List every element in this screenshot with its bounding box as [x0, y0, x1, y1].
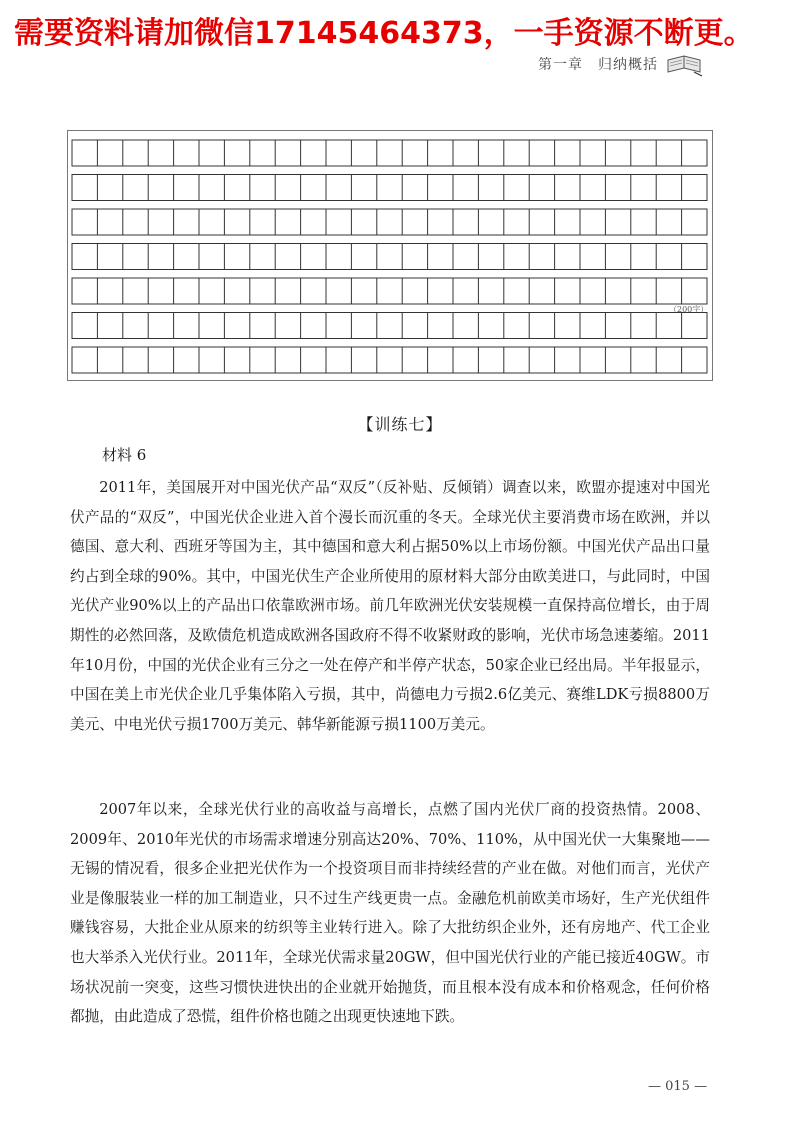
- answer-grid-cells: [68, 131, 712, 380]
- answer-grid: [67, 130, 713, 381]
- section-title: 【训练七】: [357, 415, 443, 434]
- material-label: 材料 6: [102, 446, 147, 464]
- grid-row: [72, 347, 707, 373]
- grid-row: [72, 244, 707, 270]
- word-count-note: （200字）: [669, 305, 709, 314]
- promo-banner: 需要资料请加微信17145464373，一手资源不断更。: [14, 16, 754, 51]
- grid-row: [72, 278, 707, 304]
- open-book-icon: [664, 52, 704, 78]
- grid-row: [72, 209, 707, 235]
- grid-row: [72, 140, 707, 166]
- grid-row: [72, 313, 707, 339]
- material-paragraph-2: 2007年以来，全球光伏行业的高收益与高增长，点燃了国内光伏厂商的投资热情。2008、2009年、2010年光伏的市场需求增速分别高达20%、70%、110%，从中国光伏一大集聚地——无锡的情况看，很多企业把光伏作为一个投资项目而非持续经营的产业在做。对他们而言，光伏产业是像服装业一样的加工制造业，只不过生产线更贵一点。金融危机前欧美市场好，生产光伏组件赚钱容易，大批企业从原来的纺织等主业转行进入。除了大批纺织企业外，还有房地产、代工企业也大举杀入光伏行业。2011年，全球光伏需求量20GW，但中国光伏行业的产能已接近40GW。市场状况前一突变，这些习惯快进快出的企业就开始抛货，而且根本没有成本和价格观念，任何价格都抛，由此造成了恐慌，组件价格也随之出现更快速地下跌。: [70, 801, 710, 1026]
- material-paragraph-1: 2011年，美国展开对中国光伏产品“双反”（反补贴、反倾销）调查以来，欧盟亦提速对中国光伏产品的“双反”，中国光伏企业进入首个漫长而沉重的冬天。全球光伏主要消费市场在欧洲，并以德国、意大利、西班牙等国为主，其中德国和意大利占据50%以上市场份额。中国光伏产品出口量约占到全球的90%。其中，中国光伏生产企业所使用的原材料大部分由欧美进口，与此同时，中国光伏产业90%以上的产品出口依靠欧洲市场。前几年欧洲光伏安装规模一直保持高位增长，由于周期性的必然回落，及欧债危机造成欧洲各国政府不得不收紧财政的影响，光伏市场急速萎缩。2011年10月份，中国的光伏企业有三分之一处在停产和半停产状态，50家企业已经出局。半年报显示，中国在美上市光伏企业几乎集体陷入亏损，其中，尚德电力亏损2.6亿美元、赛维LDK亏损8800万美元、中电光伏亏损1700万美元、韩华新能源亏损1100万美元。: [70, 479, 710, 733]
- chapter-header: 第一章 归纳概括: [538, 57, 658, 73]
- grid-row: [72, 175, 707, 201]
- page-number: — 015 —: [648, 1079, 708, 1094]
